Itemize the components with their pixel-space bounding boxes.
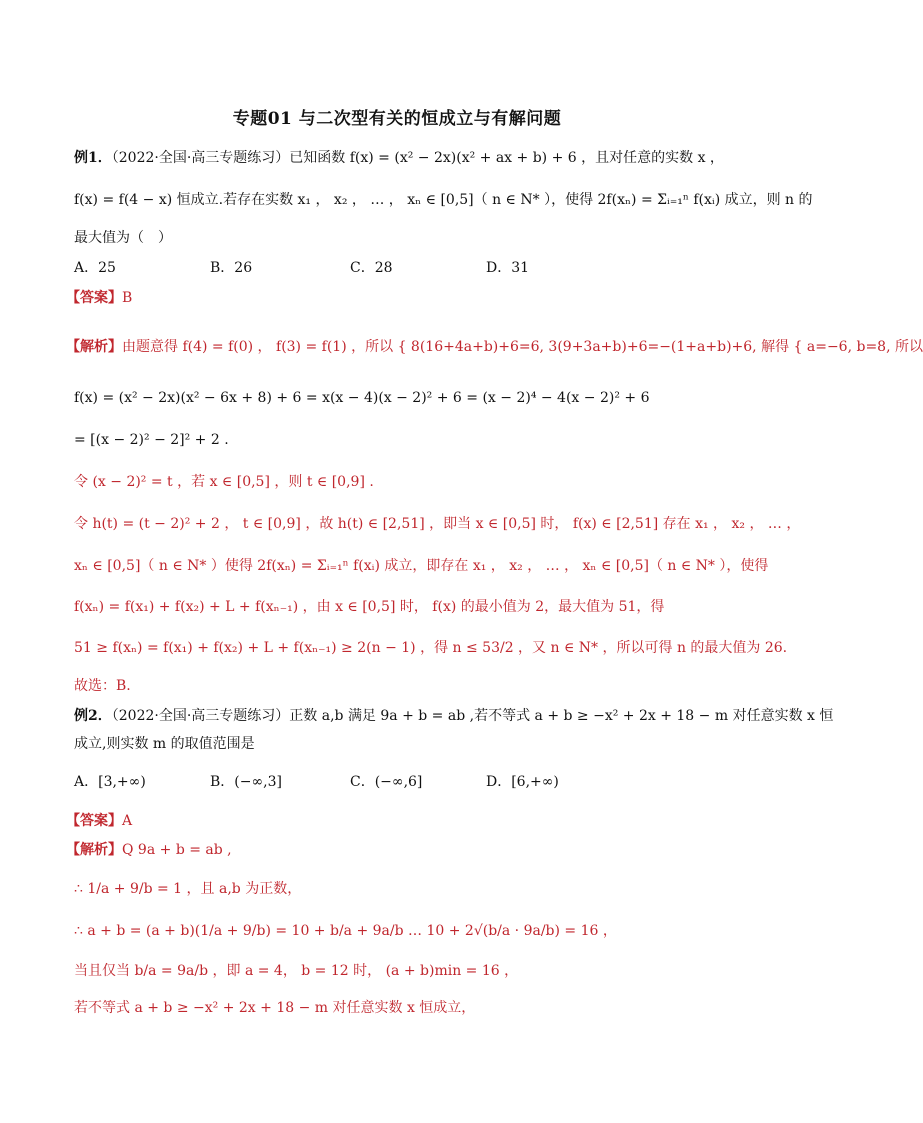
example1-analysis-line8: 51 ≥ f(xₙ) = f(x₁) + f(x₂) + L + f(xₙ₋₁) ≥ 2(n − 1) ，得 n ≤ 53/2 ，又 n ∈ N* ，所以可得 n 的最大值为 26. [74,640,788,656]
example2-answer [66,811,754,831]
example1-source: （2022·全国·高三专题练习） [111,150,290,166]
example1-analysis-line7: f(xₙ) = f(x₁) + f(x₂) + L + f(xₙ₋₁) ，由 x ∈ [0,5] 时， f(x) 的最小值为 2，最大值为 51，得 [74,599,665,615]
example1-stem-text1: 已知函数 f(x) = (x² − 2x)(x² + ax + b) + 6 ，且对任意的实数 x ， [289,150,724,166]
example2-analysis-line1 [66,840,754,860]
example2-stem-line2: 成立,则实数 m 的取值范围是 [74,736,255,752]
example2-source: （2022·全国·高三专题练习） [111,708,290,724]
example1-stem-line1 [74,148,754,168]
example1-answer-tag: 【答案】 [66,290,122,306]
example1-conclusion: 故选：B. [74,678,131,694]
example2-option-c: C．(−∞,6] [350,774,423,790]
example1-analysis-line1 [66,337,923,357]
example2-answer-tag: 【答案】 [66,813,122,829]
example2-analysis-tag: 【解析】 [66,842,122,858]
example1-analysis-tag: 【解析】 [66,339,122,355]
example2-analysis-text1: Q 9a + b = ab , [122,842,232,858]
example2-option-a: A．[3,+∞) [74,774,146,790]
example1-analysis-line2: f(x) = (x² − 2x)(x² − 6x + 8) + 6 = x(x − 4)(x − 2)² + 6 = (x − 2)⁴ − 4(x − 2)² + 6 [74,390,650,406]
example1-stem-line3: 最大值为（ ） [74,230,172,246]
example2-analysis-line5: 若不等式 a + b ≥ −x² + 2x + 18 − m 对任意实数 x 恒成立， [74,1000,476,1016]
example1-analysis-line5: 令 h(t) = (t − 2)² + 2 ， t ∈ [0,9] ，故 h(t) ∈ [2,51] ，即当 x ∈ [0,5] 时， f(x) ∈ [2,51] 存在 x₁ ， x₂ ， … ， [74,516,801,532]
example1-option-d: D．31 [486,260,530,276]
example1-analysis-line4: 令 (x − 2)² = t ，若 x ∈ [0,5] ，则 t ∈ [0,9] . [74,474,374,490]
example2-option-d: D．[6,+∞) [486,774,559,790]
example2-analysis-line2: ∴ 1/a + 9/b = 1 ，且 a,b 为正数， [74,881,302,897]
example1-answer-value: B [122,290,133,306]
example1-analysis-line6: xₙ ∈ [0,5]（ n ∈ N* ）使得 2f(xₙ) = Σᵢ₌₁ⁿ f(xᵢ) 成立，即存在 x₁ ， x₂ ， … ， xₙ ∈ [0,5]（ n ∈ N* ），使得 [74,558,769,574]
example2-lead: 例2． [74,708,112,724]
example2-analysis-line4: 当且仅当 b/a = 9a/b ，即 a = 4， b = 12 时， (a + b)min = 16 ， [74,963,519,979]
example1-answer [66,288,754,308]
example2-answer-value: A [122,813,133,829]
example1-stem-line2: f(x) = f(4 − x) 恒成立.若存在实数 x₁ ， x₂ ， … ， xₙ ∈ [0,5]（ n ∈ N* ），使得 2f(xₙ) = Σᵢ₌₁ⁿ f(xᵢ) 成立，则 n 的 [74,192,813,208]
page-title: 专题01 与二次型有关的恒成立与有解问题 [232,109,562,129]
example1-lead: 例1． [74,150,112,166]
example1-option-c: C．28 [350,260,393,276]
example1-option-b: B．26 [210,260,253,276]
example2-stem-line1 [74,706,834,726]
example2-option-b: B．(−∞,3] [210,774,282,790]
example1-option-a: A．25 [74,260,116,276]
example2-stem-text1: 正数 a,b 满足 9a + b = ab ,若不等式 a + b ≥ −x² + 2x + 18 − m 对任意实数 x 恒 [289,708,834,724]
example1-analysis-line3: = [(x − 2)² − 2]² + 2 . [74,432,229,448]
example1-analysis-text1: 由题意得 f(4) = f(0) ， f(3) = f(1) ，所以 { 8(16+4a+b)+6=6, 3(9+3a+b)+6=−(1+a+b)+6, 解得 { a=−6, b=8, 所以 [122,339,923,355]
example2-analysis-line3: ∴ a + b = (a + b)(1/a + 9/b) = 10 + b/a + 9a/b … 10 + 2√(b/a · 9a/b) = 16 ， [74,923,617,939]
